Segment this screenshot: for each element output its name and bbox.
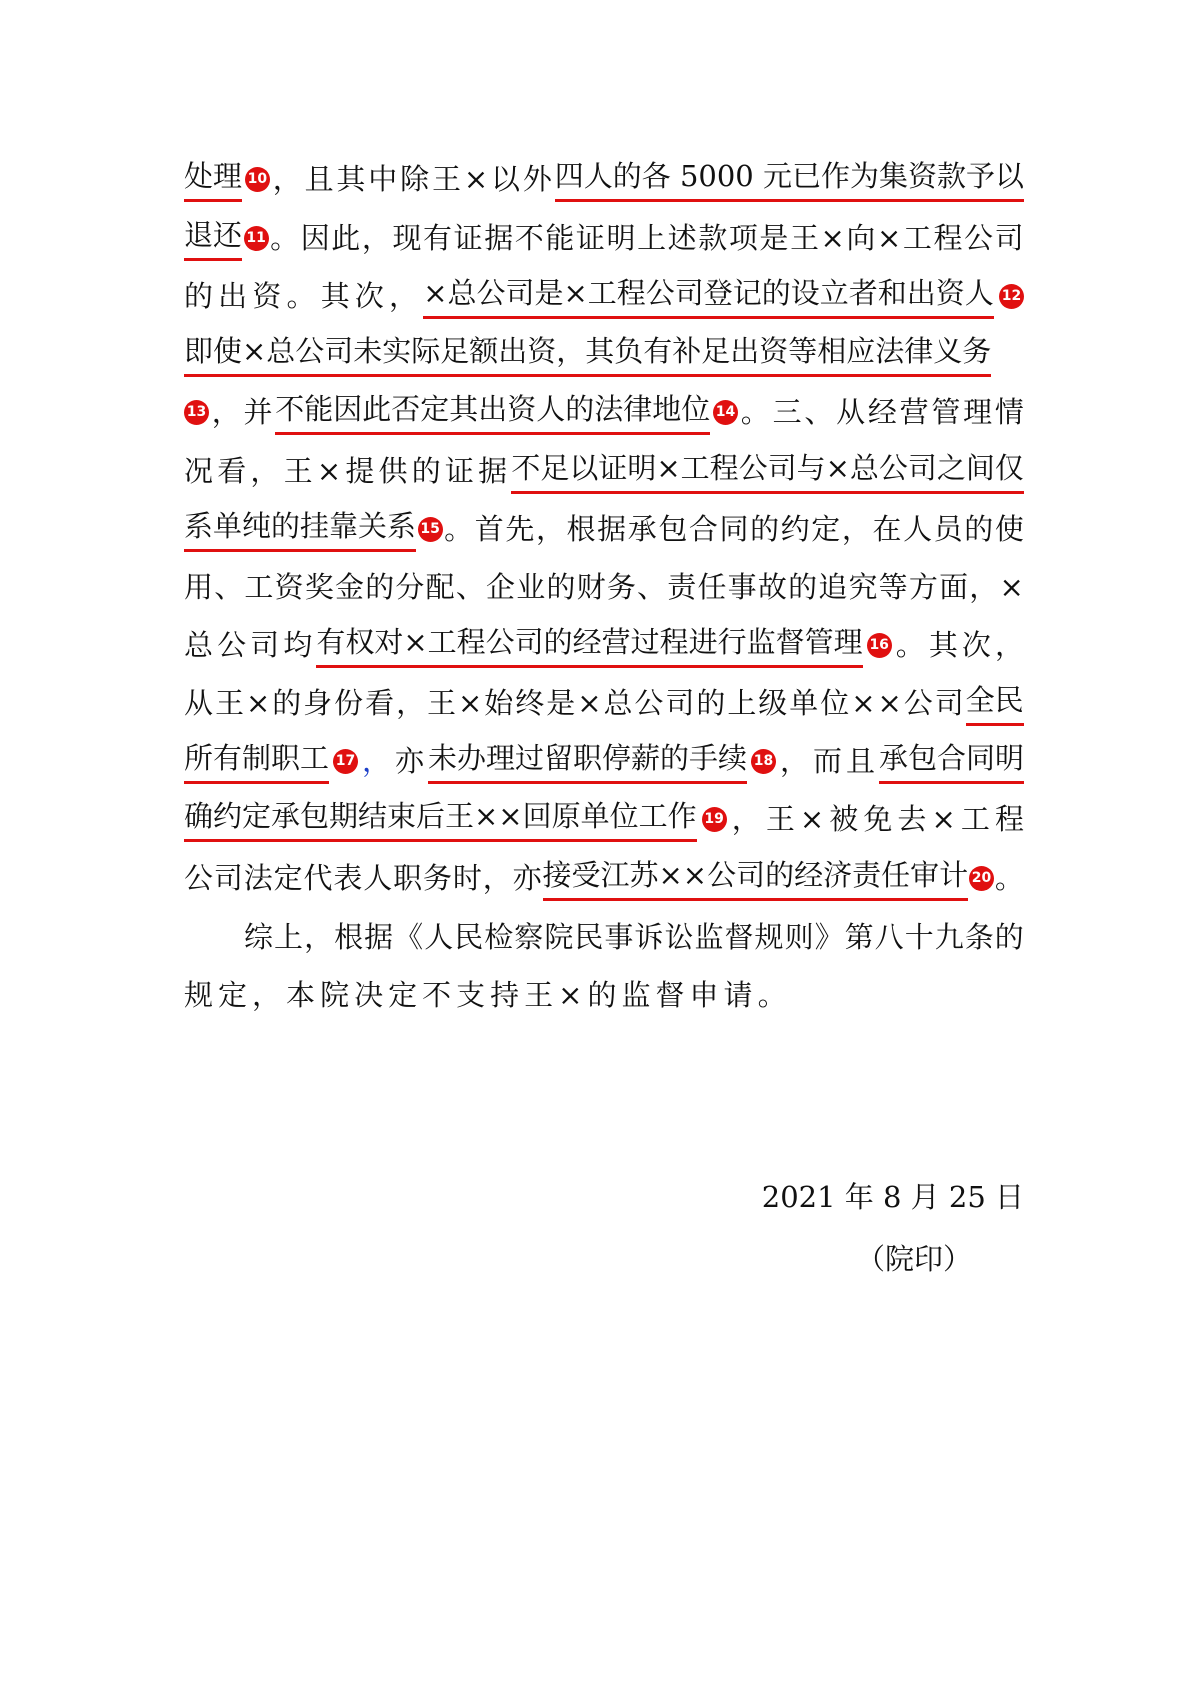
text-segment: 去 [897,802,927,836]
body-line [184,905,1024,969]
text-segment: 奖 [304,570,334,604]
text-segment: 申 [689,978,719,1012]
text-segment: 提 [345,454,375,488]
text-segment: 九 [934,920,964,954]
text-segment: ， [535,512,565,546]
text-segment: 职 [393,861,423,895]
body-line [184,206,1024,270]
underlined-text: 有权对×工程公司的经营过程进行监督管理 [316,622,862,668]
text-segment: 证 [444,454,474,488]
text-segment: 有 [423,221,453,255]
text-segment: 款 [698,221,728,255]
text-segment: 位 [820,686,850,720]
text-segment: 决 [354,978,384,1012]
text-segment: 不 [514,221,544,255]
text-segment: × [877,686,902,720]
text-segment: 先 [505,512,535,546]
text-segment: 约 [780,512,810,546]
text-segment: ， [272,162,302,196]
text-segment: 其 [320,279,350,313]
underlined-text: ×总公司是×工程公司登记的设立者和出资人 [423,273,994,319]
underlined-text: 系单纯的挂靠关系 [184,506,416,552]
text-segment: 条 [964,920,994,954]
text-segment: 代 [303,861,333,895]
body-line [184,380,1024,444]
text-segment: 王 [789,221,819,255]
underlined-text: 四人的各 5000 元已作为集资款予以 [555,156,1024,202]
text-segment: × [999,570,1024,604]
text-segment: 民 [454,920,484,954]
text-segment: ， [211,395,241,429]
text-segment: 。 [270,221,300,255]
text-segment: 项 [728,221,758,255]
text-segment: 。 [444,512,474,546]
text-segment: × [820,221,845,255]
text-segment: 、 [455,570,485,604]
text-segment: 分 [395,570,425,604]
text-segment: 据 [364,920,394,954]
text-segment: 公 [184,861,214,895]
text-segment: 事 [604,920,634,954]
text-segment: 终 [515,686,545,720]
text-segment: 公 [634,686,664,720]
text-segment: 出 [218,279,248,313]
text-segment: 监 [694,920,724,954]
text-segment: 持 [490,978,520,1012]
text-segment: 定 [218,978,248,1012]
text-segment: 资 [252,279,282,313]
text-segment: 同 [719,512,749,546]
text-segment: 管 [931,395,961,429]
text-segment: 。 [994,861,1024,895]
text-segment: × [931,802,956,836]
text-segment: 方 [908,570,938,604]
annotation-marker: 15 [418,517,443,542]
text-segment: 员 [933,512,963,546]
text-segment: 院 [320,978,350,1012]
text-segment: 中 [368,162,398,196]
text-segment: 看 [365,686,395,720]
text-segment: 工 [902,221,932,255]
text-segment: 的 [587,978,617,1012]
text-segment: 王 [214,686,244,720]
text-segment: 单 [789,686,819,720]
text-segment: 除 [400,162,430,196]
underlined-text: 不能因此否定其出资人的法律地位 [275,389,710,435]
text-segment: 是 [546,686,576,720]
text-segment: 的 [411,454,441,488]
body-line [184,264,1024,328]
text-segment: 督 [724,920,754,954]
text-segment: × [799,802,825,836]
text-segment: 、 [637,570,667,604]
text-segment: × [851,686,876,720]
text-segment: 。 [286,279,316,313]
text-segment: 证 [453,221,483,255]
text-segment: 工 [960,802,990,836]
text-segment: ， [252,978,282,1012]
body-line [184,963,1024,1027]
body-line [184,671,1024,735]
text-segment: 被 [829,802,859,836]
text-segment: × [558,978,583,1012]
text-segment: 公 [217,628,247,662]
text-segment: 规 [184,978,214,1012]
text-segment: 且 [304,162,334,196]
text-segment: 司 [994,221,1024,255]
text-segment: 亦 [512,861,542,895]
text-segment: 合 [688,512,718,546]
text-segment: 王 [524,978,554,1012]
text-segment: 检 [484,920,514,954]
text-segment: 院 [544,920,574,954]
text-segment: 公 [903,686,933,720]
text-segment: 明 [606,221,636,255]
text-segment: 司 [934,686,964,720]
text-segment: 的 [964,512,994,546]
text-segment: 根 [566,512,596,546]
text-segment: × [463,162,489,196]
text-segment: 司 [250,628,280,662]
text-segment: 务 [606,570,636,604]
text-segment: 程 [933,221,963,255]
text-segment: ， [304,920,334,954]
text-segment: 民 [574,920,604,954]
text-segment: 承 [627,512,657,546]
text-segment: 是 [759,221,789,255]
text-segment: 定 [811,512,841,546]
text-segment: 监 [621,978,651,1012]
body-line [184,846,1024,910]
text-segment: 首 [474,512,504,546]
text-segment: 的 [546,570,576,604]
text-segment: 程 [994,802,1024,836]
text-segment: 从 [184,686,214,720]
text-segment: 人 [903,512,933,546]
text-segment: 本 [286,978,316,1012]
text-segment: 供 [378,454,408,488]
underlined-text: 即使×总公司未实际足额出资，其负有补足出资等相应法律义务 [184,331,991,377]
text-segment: ， [396,686,426,720]
text-segment: 人 [424,920,454,954]
underlined-text: 不足以证明×工程公司与×总公司之间仅 [511,448,1024,494]
text-segment: 身 [303,686,333,720]
text-segment: 业 [516,570,546,604]
text-segment: 上 [637,221,667,255]
text-segment: 则 [784,920,814,954]
text-segment: 据 [484,221,514,255]
text-segment: 人 [363,861,393,895]
text-segment: 在 [872,512,902,546]
text-segment: 面 [939,570,969,604]
text-segment: 理 [963,395,993,429]
text-segment: 。 [895,628,925,662]
text-segment: 此 [331,221,361,255]
text-segment: 不 [422,978,452,1012]
text-segment: 的 [365,570,395,604]
text-segment: 包 [658,512,688,546]
text-segment: 。 [740,395,770,429]
text-segment: 金 [335,570,365,604]
text-segment: 定 [273,861,303,895]
text-segment: 总 [603,686,633,720]
text-segment: 份 [334,686,364,720]
text-segment: 使 [994,512,1024,546]
text-segment: 从 [836,395,866,429]
text-segment: 总 [184,628,214,662]
text-segment: 察 [514,920,544,954]
text-segment: 免 [863,802,893,836]
text-segment: 次 [354,279,384,313]
text-segment: × [458,686,483,720]
text-segment: 究 [848,570,878,604]
text-segment: 根 [334,920,364,954]
underlined-text: 退还 [184,215,242,261]
annotation-marker: 14 [713,400,738,425]
text-segment: 企 [486,570,516,604]
text-segment: 亦 [394,744,424,778]
text-segment: 的 [272,686,302,720]
text-segment: 法 [243,861,273,895]
text-segment: 的 [696,686,726,720]
text-segment: 第 [844,920,874,954]
text-segment: × [245,686,271,720]
annotation-marker: 10 [245,167,270,192]
text-segment: ， [969,570,999,604]
text-segment: 司 [213,861,243,895]
text-segment: 均 [283,628,313,662]
text-segment: 》 [814,920,844,954]
text-segment: 因 [300,221,330,255]
text-segment: 能 [545,221,575,255]
body-line [184,147,1024,211]
text-segment: 、 [214,570,244,604]
text-segment: 的 [750,512,780,546]
text-segment: × [316,454,342,488]
text-segment: 公 [964,221,994,255]
text-segment: 责 [667,570,697,604]
text-segment: 的 [788,570,818,604]
text-segment: 支 [456,978,486,1012]
text-segment: 任 [697,570,727,604]
text-segment: ， [389,279,419,313]
underlined-text: 接受江苏××公司的经济责任审计 [543,855,969,901]
text-segment: 时 [452,861,482,895]
text-segment: 规 [754,920,784,954]
text-segment: 、 [804,395,834,429]
text-segment: 财 [576,570,606,604]
underlined-text: 处理 [184,156,242,202]
text-segment: 三 [772,395,802,429]
text-segment: ， [779,744,809,778]
text-segment: 向 [846,221,876,255]
text-segment: 督 [655,978,685,1012]
text-segment: ， [361,744,391,778]
text-segment: 王 [283,454,313,488]
text-segment: 定 [388,978,418,1012]
text-segment: 务 [423,861,453,895]
text-segment: ， [994,628,1024,662]
text-segment: 诉 [634,920,664,954]
text-segment: 故 [757,570,787,604]
text-segment: 上 [274,920,304,954]
text-segment: 资 [274,570,304,604]
text-segment: 请 [723,978,753,1012]
underlined-text: 全民 [966,680,1024,726]
text-segment: ， [731,802,761,836]
text-segment: 用 [184,570,214,604]
text-segment: 八 [874,920,904,954]
text-segment: 并 [243,395,273,429]
text-segment: 而 [812,744,842,778]
text-segment: 况 [184,454,214,488]
annotation-marker: 17 [333,749,358,774]
text-segment: 配 [425,570,455,604]
text-segment: 等 [878,570,908,604]
text-segment: 据 [478,454,508,488]
text-segment: 其 [336,162,366,196]
text-segment: 次 [961,628,991,662]
annotation-marker: 20 [969,866,994,891]
text-segment: 综 [244,920,274,954]
text-segment: 看 [217,454,247,488]
body-line [184,439,1024,503]
body-line [184,555,1024,619]
annotation-marker: 12 [999,284,1024,309]
annotation-marker: 19 [702,807,727,832]
text-segment: 上 [727,686,757,720]
text-segment: 王 [432,162,462,196]
text-segment: ， [250,454,280,488]
text-segment: 十 [904,920,934,954]
text-segment: 表 [333,861,363,895]
text-segment: ， [361,221,391,255]
text-segment: 营 [899,395,929,429]
document-date: 2021 年 8 月 25 日 [761,1180,1024,1214]
text-segment: 以 [491,162,521,196]
text-segment: 事 [727,570,757,604]
underlined-text: 确约定承包期结束后王××回原单位工作 [184,796,697,842]
seal-note: （院印） [855,1242,972,1276]
annotation-marker: 16 [867,633,892,658]
body-line [184,787,1024,851]
text-segment: 经 [867,395,897,429]
text-segment: 的 [994,920,1024,954]
text-segment: × [877,221,902,255]
text-segment: 司 [665,686,695,720]
text-segment: 王 [765,802,795,836]
text-segment: 王 [427,686,457,720]
body-line [184,497,1024,561]
text-segment: × [577,686,602,720]
text-segment: 情 [994,395,1024,429]
underlined-text: 承包合同明 [879,738,1024,784]
annotation-marker: 11 [244,226,269,251]
underlined-text: 未办理过留职停薪的手续 [428,738,747,784]
text-segment: 工 [244,570,274,604]
text-segment: ， [482,861,512,895]
text-segment: 追 [818,570,848,604]
text-segment: 级 [758,686,788,720]
annotation-marker: 13 [184,400,209,425]
text-segment: 述 [667,221,697,255]
text-segment: 的 [184,279,214,313]
body-line [184,322,1024,386]
annotation-marker: 18 [751,749,776,774]
underlined-text: 所有制职工 [184,738,329,784]
text-segment: 现 [392,221,422,255]
text-segment: 。 [757,978,787,1012]
body-line [184,729,1024,793]
text-segment: 其 [928,628,958,662]
body-line [184,613,1024,677]
text-segment: 《 [394,920,424,954]
text-segment: 证 [575,221,605,255]
text-segment: 讼 [664,920,694,954]
text-segment: ， [841,512,871,546]
text-segment: 外 [522,162,552,196]
text-segment: 始 [484,686,514,720]
text-segment: 且 [845,744,875,778]
text-segment: 据 [597,512,627,546]
